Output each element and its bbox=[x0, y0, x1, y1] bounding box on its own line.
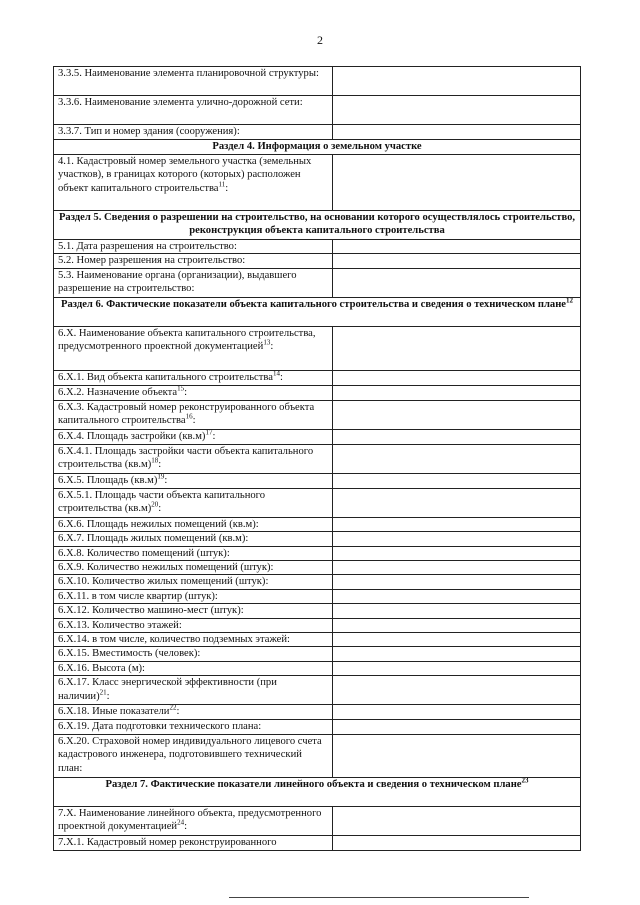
footnote-ref: 13 bbox=[263, 338, 271, 347]
value-cell[interactable] bbox=[333, 806, 581, 835]
value-cell[interactable] bbox=[333, 326, 581, 370]
label-cell bbox=[54, 240, 333, 254]
form-row bbox=[54, 268, 581, 297]
section-header-row bbox=[54, 777, 581, 806]
value-cell[interactable] bbox=[333, 125, 581, 140]
footnote-ref: 18 bbox=[151, 456, 159, 465]
value-cell[interactable] bbox=[333, 546, 581, 560]
value-cell[interactable] bbox=[333, 835, 581, 850]
field-label: 5.3. Наименование органа (организации), выдавшего разрешение на строительство: bbox=[58, 269, 297, 295]
form-row bbox=[54, 444, 581, 473]
footnote-ref: 17 bbox=[205, 429, 213, 437]
form-row bbox=[54, 532, 581, 546]
section-title: Раздел 5. Сведения о разрешении на строительство, на основании которого осуществлялось строительство, реконструкция объекта капитального строительства bbox=[58, 212, 576, 237]
field-label: 6.X. Наименование объекта капитального строительства, предусмотренного проектной документацией bbox=[58, 327, 316, 353]
field-label: 6.X.13. Количество этажей: bbox=[58, 619, 182, 631]
field-label: 6.X.7. Площадь жилых помещений (кв.м): bbox=[58, 533, 249, 545]
section-header-cell bbox=[54, 211, 581, 240]
form-row bbox=[54, 835, 581, 850]
label-cell bbox=[54, 67, 333, 96]
label-cell bbox=[54, 370, 333, 385]
label-cell bbox=[54, 473, 333, 488]
label-suffix: : bbox=[158, 459, 162, 471]
value-cell[interactable] bbox=[333, 647, 581, 661]
value-cell[interactable] bbox=[333, 633, 581, 647]
form-row bbox=[54, 618, 581, 632]
field-label: 3.3.6. Наименование элемента улично-дорожной сети: bbox=[58, 97, 303, 108]
label-cell bbox=[54, 561, 333, 575]
value-cell[interactable] bbox=[333, 444, 581, 473]
label-suffix: : bbox=[158, 503, 162, 515]
label-cell bbox=[54, 633, 333, 647]
label-cell bbox=[54, 155, 333, 211]
value-cell[interactable] bbox=[333, 385, 581, 400]
form-row bbox=[54, 676, 581, 705]
value-cell[interactable] bbox=[333, 720, 581, 734]
field-label: 6.X.4. Площадь застройки (кв.м) bbox=[58, 430, 206, 442]
value-cell[interactable] bbox=[333, 589, 581, 603]
field-label: 6.X.9. Количество нежилых помещений (штук): bbox=[58, 562, 274, 574]
form-table-body bbox=[54, 67, 581, 851]
label-cell bbox=[54, 604, 333, 618]
field-label: 3.3.5. Наименование элемента планировочной структуры: bbox=[58, 68, 319, 79]
section-title: Раздел 6. Фактические показатели объекта капитального строительства и сведения о техническом плане bbox=[61, 298, 566, 310]
field-label: 6.X.5.1. Площадь части объекта капитального строительства (кв.м) bbox=[58, 489, 266, 515]
field-label: 6.X.14. в том числе, количество подземных этажей: bbox=[58, 634, 290, 646]
form-row bbox=[54, 155, 581, 211]
label-cell bbox=[54, 517, 333, 531]
label-suffix: : bbox=[164, 474, 168, 486]
field-label: 6.X.6. Площадь нежилых помещений (кв.м): bbox=[58, 518, 259, 530]
value-cell[interactable] bbox=[333, 488, 581, 517]
section-header-row bbox=[54, 297, 581, 326]
label-cell bbox=[54, 835, 333, 850]
value-cell[interactable] bbox=[333, 67, 581, 96]
field-label: 6.X.16. Высота (м): bbox=[58, 662, 145, 674]
field-label: 6.X.18. Иные показатели bbox=[58, 706, 170, 718]
label-cell bbox=[54, 532, 333, 546]
label-cell bbox=[54, 806, 333, 835]
footnote-ref: 23 bbox=[521, 777, 529, 785]
section-header-row bbox=[54, 211, 581, 240]
value-cell[interactable] bbox=[333, 155, 581, 211]
value-cell[interactable] bbox=[333, 370, 581, 385]
value-cell[interactable] bbox=[333, 676, 581, 705]
form-row bbox=[54, 96, 581, 125]
form-row bbox=[54, 604, 581, 618]
field-label: 6.X.17. Класс энергической эффективности (при наличии) bbox=[58, 677, 277, 702]
value-cell[interactable] bbox=[333, 400, 581, 429]
label-suffix: : bbox=[184, 386, 188, 398]
label-suffix: : bbox=[225, 182, 229, 194]
value-cell[interactable] bbox=[333, 517, 581, 531]
value-cell[interactable] bbox=[333, 532, 581, 546]
form-row bbox=[54, 589, 581, 603]
label-cell bbox=[54, 546, 333, 560]
label-cell bbox=[54, 268, 333, 297]
form-row bbox=[54, 806, 581, 835]
field-label: 6.X.3. Кадастровый номер реконструированного объекта капитального строительства bbox=[58, 401, 315, 427]
label-cell bbox=[54, 618, 333, 632]
label-cell bbox=[54, 647, 333, 661]
label-cell bbox=[54, 488, 333, 517]
footnote-ref: 22 bbox=[169, 704, 177, 712]
form-row bbox=[54, 240, 581, 254]
form-row bbox=[54, 67, 581, 96]
field-label: 5.1. Дата разрешения на строительство: bbox=[58, 241, 237, 252]
value-cell[interactable] bbox=[333, 429, 581, 444]
field-label: 6.X.5. Площадь (кв.м) bbox=[58, 474, 158, 486]
form-row bbox=[54, 473, 581, 488]
field-label: 6.X.1. Вид объекта капитального строительства bbox=[58, 371, 273, 383]
label-cell bbox=[54, 429, 333, 444]
value-cell[interactable] bbox=[333, 254, 581, 268]
form-row bbox=[54, 720, 581, 734]
field-label: 7.X. Наименование линейного объекта, предусмотренного проектной документацией bbox=[58, 807, 322, 833]
form-row bbox=[54, 429, 581, 444]
field-label: 6.X.4.1. Площадь застройки части объекта капитального строительства (кв.м) bbox=[58, 445, 314, 471]
form-row bbox=[54, 561, 581, 575]
label-suffix: : bbox=[184, 821, 188, 833]
form-row bbox=[54, 633, 581, 647]
value-cell[interactable] bbox=[333, 618, 581, 632]
form-row bbox=[54, 661, 581, 675]
form-row bbox=[54, 385, 581, 400]
form-row bbox=[54, 705, 581, 720]
field-label: 6.X.8. Количество помещений (штук): bbox=[58, 547, 230, 559]
label-cell bbox=[54, 125, 333, 140]
field-label: 7.X.1. Кадастровый номер реконструированного bbox=[58, 836, 277, 848]
footnote-ref: 14 bbox=[272, 370, 280, 378]
label-suffix: : bbox=[106, 690, 110, 702]
label-cell bbox=[54, 254, 333, 268]
form-row bbox=[54, 326, 581, 370]
label-cell bbox=[54, 96, 333, 125]
form-table bbox=[53, 66, 581, 851]
section-header-cell bbox=[54, 297, 581, 326]
page-number: 2 bbox=[317, 33, 323, 47]
value-cell[interactable] bbox=[333, 661, 581, 675]
form-row bbox=[54, 370, 581, 385]
form-row bbox=[54, 400, 581, 429]
field-label: 6.X.11. в том числе квартир (штук): bbox=[58, 590, 218, 602]
form-row bbox=[54, 125, 581, 140]
label-cell bbox=[54, 676, 333, 705]
field-label: 4.1. Кадастровый номер земельного участка (земельных участков), в границах которого (которых) расположен объект капитального строительства bbox=[58, 156, 312, 194]
form-row bbox=[54, 517, 581, 531]
label-cell bbox=[54, 734, 333, 777]
label-suffix: : bbox=[279, 371, 283, 383]
section-header-row bbox=[54, 140, 581, 155]
footnote-ref: 20 bbox=[151, 500, 159, 509]
label-cell bbox=[54, 661, 333, 675]
field-label: 3.3.7. Тип и номер здания (сооружения): bbox=[58, 126, 240, 137]
form-row bbox=[54, 254, 581, 268]
form-row bbox=[54, 647, 581, 661]
bottom-divider bbox=[229, 897, 529, 898]
footnote-ref: 16 bbox=[185, 412, 193, 421]
field-label: 6.X.19. Дата подготовки технического плана: bbox=[58, 721, 262, 733]
form-row bbox=[54, 734, 581, 777]
label-cell bbox=[54, 400, 333, 429]
value-cell[interactable] bbox=[333, 240, 581, 254]
form-row bbox=[54, 546, 581, 560]
field-label: 6.X.12. Количество машино-мест (штук): bbox=[58, 605, 244, 617]
section-title: Раздел 7. Фактические показатели линейного объекта и сведения о техническом плане bbox=[105, 778, 522, 790]
form-row bbox=[54, 488, 581, 517]
label-cell bbox=[54, 720, 333, 734]
value-cell[interactable] bbox=[333, 96, 581, 125]
section-header-cell bbox=[54, 777, 581, 806]
value-cell[interactable] bbox=[333, 705, 581, 720]
value-cell[interactable] bbox=[333, 268, 581, 297]
footnote-ref: 12 bbox=[566, 297, 573, 305]
label-suffix: : bbox=[270, 341, 274, 353]
footnote-ref: 15 bbox=[177, 385, 185, 393]
field-label: 6.X.15. Вместимость (человек): bbox=[58, 648, 201, 660]
label-cell bbox=[54, 444, 333, 473]
field-label: 6.X.10. Количество жилых помещений (штук): bbox=[58, 576, 269, 588]
label-suffix: : bbox=[176, 706, 180, 718]
footnote-ref: 24 bbox=[177, 818, 185, 827]
field-label: 5.2. Номер разрешения на строительство: bbox=[58, 255, 246, 267]
label-suffix: : bbox=[192, 415, 196, 427]
field-label: 6.X.2. Назначение объекта bbox=[58, 386, 178, 398]
label-cell bbox=[54, 385, 333, 400]
value-cell[interactable] bbox=[333, 473, 581, 488]
label-cell bbox=[54, 326, 333, 370]
label-cell bbox=[54, 589, 333, 603]
value-cell[interactable] bbox=[333, 575, 581, 589]
value-cell[interactable] bbox=[333, 561, 581, 575]
section-title: Раздел 4. Информация о земельном участке bbox=[212, 141, 422, 152]
value-cell[interactable] bbox=[333, 734, 581, 777]
section-header-cell bbox=[54, 140, 581, 155]
label-cell bbox=[54, 575, 333, 589]
form-row bbox=[54, 575, 581, 589]
footnote-ref: 19 bbox=[157, 473, 165, 481]
field-label: 6.X.20. Страховой номер индивидуального лицевого счета кадастрового инженера, подготовившего технический план: bbox=[58, 735, 322, 774]
footnote-ref: 21 bbox=[99, 688, 107, 697]
label-suffix: : bbox=[212, 430, 216, 442]
value-cell[interactable] bbox=[333, 604, 581, 618]
label-cell bbox=[54, 705, 333, 720]
footnote-ref: 11 bbox=[218, 180, 226, 189]
